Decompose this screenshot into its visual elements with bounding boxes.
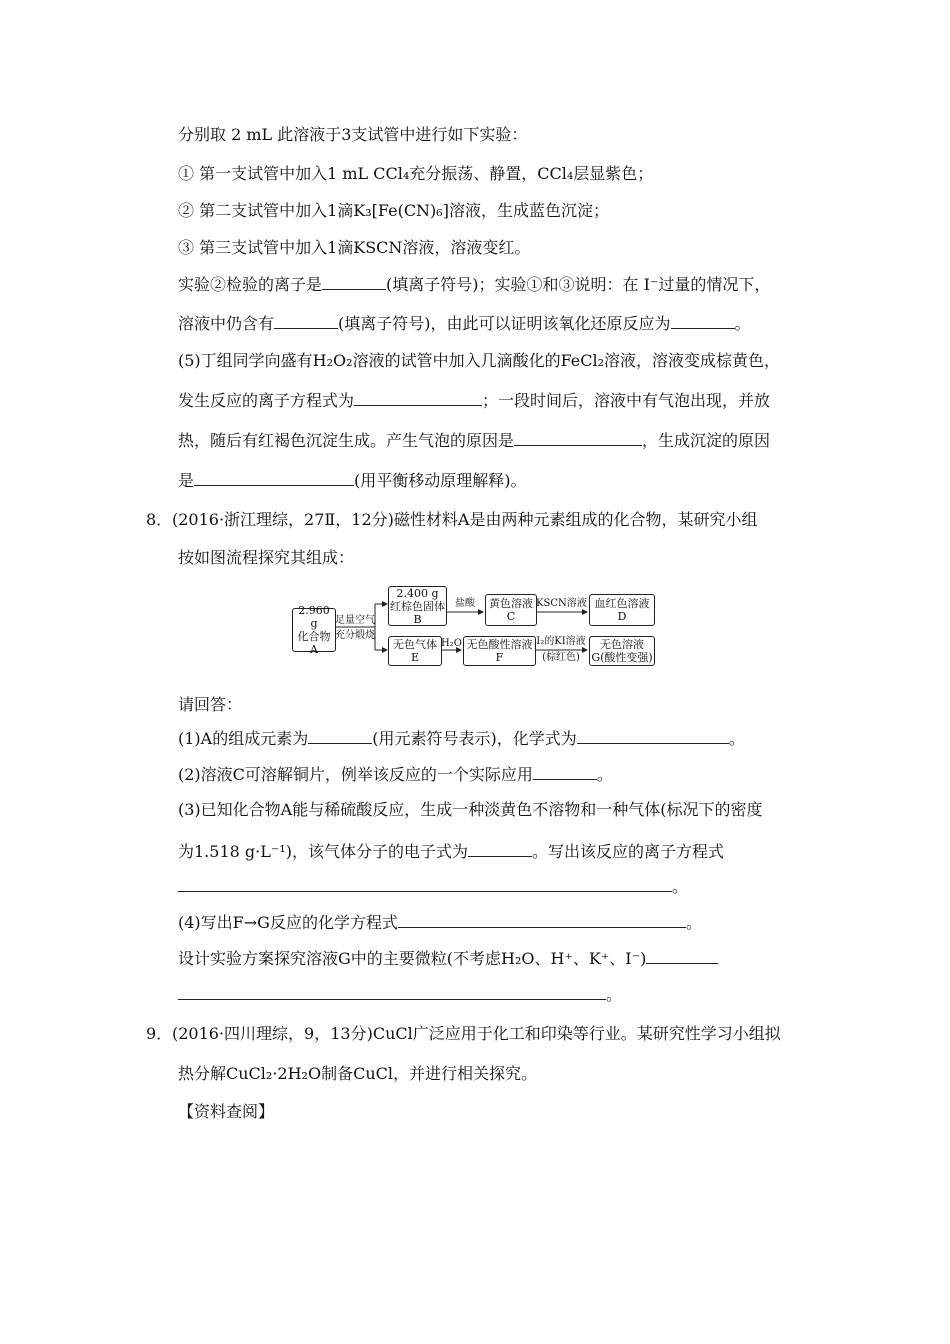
q8-sub-2-start: (2)溶液C可溶解铜片，例举该反应的一个实际应用 bbox=[178, 765, 533, 784]
para-4: ③ 第三支试管中加入1滴KSCN溶液，溶液变红。 bbox=[178, 238, 531, 257]
para-9-end: ，生成沉淀的原因 bbox=[642, 431, 771, 450]
answer-blank[interactable] bbox=[178, 877, 672, 892]
answer-blank[interactable] bbox=[274, 314, 338, 329]
box-a-label: A bbox=[310, 643, 318, 656]
q8-sub-3b-start: 为1.518 g·L⁻¹)，该气体分子的电子式为 bbox=[178, 842, 468, 861]
para-5-start: 实验②检验的离子是 bbox=[178, 275, 323, 294]
q8-sub-3b-end: 。写出该反应的离子方程式 bbox=[531, 842, 724, 861]
q8-sub-2-end: 。 bbox=[596, 765, 613, 784]
q9-section-heading: 【资料查阅】 bbox=[178, 1102, 275, 1121]
para-1: 分别取 2 mL 此溶液于3支试管中进行如下实验： bbox=[178, 125, 528, 144]
q8-sub-3b bbox=[178, 841, 724, 863]
q8-line-2: 按如图流程探究其组成： bbox=[178, 548, 355, 567]
q8-sub-4-start: (4)写出F→G反应的化学方程式 bbox=[178, 913, 398, 932]
arrow-i2-note: (棕红色) bbox=[542, 652, 580, 663]
q8-sub-1 bbox=[178, 728, 745, 750]
para-8-end: ；一段时间后，溶液中有气泡出现，并放 bbox=[482, 391, 771, 410]
para-2: ① 第一支试管中加入1 mL CCl₄充分振荡、静置，CCl₄层显紫色； bbox=[178, 164, 654, 183]
q8-sub-3: (3)已知化合物A能与稀硫酸反应，生成一种淡黄色不溶物和一种气体(标况下的密度 bbox=[178, 800, 763, 819]
box-c-name: 黄色溶液 bbox=[489, 597, 533, 610]
flow-diagram bbox=[290, 584, 660, 664]
box-a-mass: 2.960 g bbox=[298, 604, 330, 630]
para-10-start: 是 bbox=[178, 471, 195, 490]
para-9 bbox=[178, 430, 770, 452]
flow-box-d bbox=[589, 594, 655, 626]
answer-blank[interactable] bbox=[194, 471, 354, 486]
box-c-label: C bbox=[506, 610, 516, 623]
answer-blank[interactable] bbox=[322, 275, 386, 290]
arrow-h2o-label: H₂O bbox=[441, 638, 462, 649]
arrow-air-label: 足量空气 bbox=[335, 615, 375, 626]
box-g-label: G(酸性变强) bbox=[591, 651, 653, 664]
q8-sub-4-end: 。 bbox=[685, 913, 702, 932]
q8-sub-5b-end: 。 bbox=[606, 985, 623, 1004]
para-6 bbox=[178, 313, 751, 335]
flow-box-g bbox=[589, 636, 655, 666]
q8-sub-5 bbox=[178, 948, 718, 970]
box-f-label: F bbox=[495, 651, 504, 664]
box-a-name: 化合物 bbox=[297, 630, 331, 643]
box-b-name: 红棕色固体 bbox=[390, 599, 445, 613]
para-6-start: 溶液中仍含有 bbox=[178, 314, 275, 333]
flow-box-c bbox=[485, 594, 537, 626]
answer-blank[interactable] bbox=[577, 729, 729, 744]
answer-blank[interactable] bbox=[533, 765, 597, 780]
answer-blank[interactable] bbox=[671, 314, 735, 329]
flow-box-b bbox=[388, 586, 447, 626]
answer-blank[interactable] bbox=[354, 391, 482, 406]
para-6-mid: (填离子符号)，由此可以证明该氧化还原反应为 bbox=[338, 314, 671, 333]
para-6-end: 。 bbox=[734, 314, 751, 333]
para-5 bbox=[178, 274, 770, 296]
q8-sub-3c-end: 。 bbox=[672, 877, 689, 896]
arrow-hcl-label: 盐酸 bbox=[455, 598, 475, 609]
arrow-i2-label: I₂的KI溶液 bbox=[536, 636, 586, 647]
box-f-name: 无色酸性溶液 bbox=[466, 638, 533, 651]
para-9-start: 热，随后有红褐色沉淀生成。产生气泡的原因是 bbox=[178, 431, 515, 450]
q8-sub-3c bbox=[178, 876, 688, 898]
flow-box-a bbox=[292, 604, 336, 656]
q8-sub-5-start: 设计实验方案探究溶液G中的主要微粒(不考虑H₂O、H⁺、K⁺、I⁻) bbox=[178, 949, 647, 968]
flow-box-f bbox=[463, 636, 536, 666]
box-e-label: E bbox=[410, 651, 420, 664]
box-b-mass: 2.400 g bbox=[396, 586, 439, 600]
answer-blank[interactable] bbox=[398, 913, 686, 928]
para-7: (5)丁组同学向盛有H₂O₂溶液的试管中加入几滴酸化的FeCl₂溶液，溶液变成棕黄色， bbox=[178, 351, 781, 370]
flow-box-e bbox=[388, 636, 442, 666]
q8-ask: 请回答： bbox=[178, 695, 243, 714]
q8-sub-1-mid: (用元素符号表示)，化学式为 bbox=[372, 729, 577, 748]
box-e-name: 无色气体 bbox=[393, 638, 437, 651]
answer-blank[interactable] bbox=[178, 985, 606, 1000]
q8-sub-2 bbox=[178, 764, 613, 786]
para-8 bbox=[178, 390, 770, 412]
para-10-end: (用平衡移动原理解释)。 bbox=[354, 471, 527, 490]
para-10 bbox=[178, 470, 527, 492]
q8-sub-4 bbox=[178, 912, 702, 934]
q8-sub-5b bbox=[178, 984, 622, 1006]
arrow-kscn-label: KSCN溶液 bbox=[536, 598, 587, 609]
arrow-calcine-label: 充分煅烧 bbox=[335, 630, 375, 641]
para-3: ② 第二支试管中加入1滴K₃[Fe(CN)₆]溶液，生成蓝色沉淀； bbox=[178, 201, 609, 220]
answer-blank[interactable] bbox=[646, 949, 718, 964]
box-g-name: 无色溶液 bbox=[600, 638, 644, 651]
q8-number: 8． bbox=[146, 510, 173, 529]
answer-blank[interactable] bbox=[308, 729, 372, 744]
para-5-end: (填离子符号)；实验①和③说明：在 I⁻过量的情况下， bbox=[386, 275, 771, 294]
q9-line-2: 热分解CuCl₂·2H₂O制备CuCl，并进行相关探究。 bbox=[178, 1064, 537, 1083]
q9-line-1: (2016·四川理综，9，13分)CuCl广泛应用于化工和印染等行业。某研究性学习小组拟 bbox=[172, 1024, 781, 1043]
answer-blank[interactable] bbox=[468, 842, 532, 857]
box-b-label: B bbox=[413, 612, 422, 626]
para-8-start: 发生反应的离子方程式为 bbox=[178, 391, 355, 410]
q8-sub-1-start: (1)A的组成元素为 bbox=[178, 729, 309, 748]
q8-sub-1-end: 。 bbox=[728, 729, 745, 748]
answer-blank[interactable] bbox=[514, 431, 642, 446]
q9-number: 9． bbox=[146, 1024, 173, 1043]
box-d-name: 血红色溶液 bbox=[594, 597, 650, 610]
box-d-label: D bbox=[617, 610, 627, 623]
q8-line-1: (2016·浙江理综，27Ⅱ，12分)磁性材料A是由两种元素组成的化合物，某研究小组 bbox=[172, 510, 758, 529]
